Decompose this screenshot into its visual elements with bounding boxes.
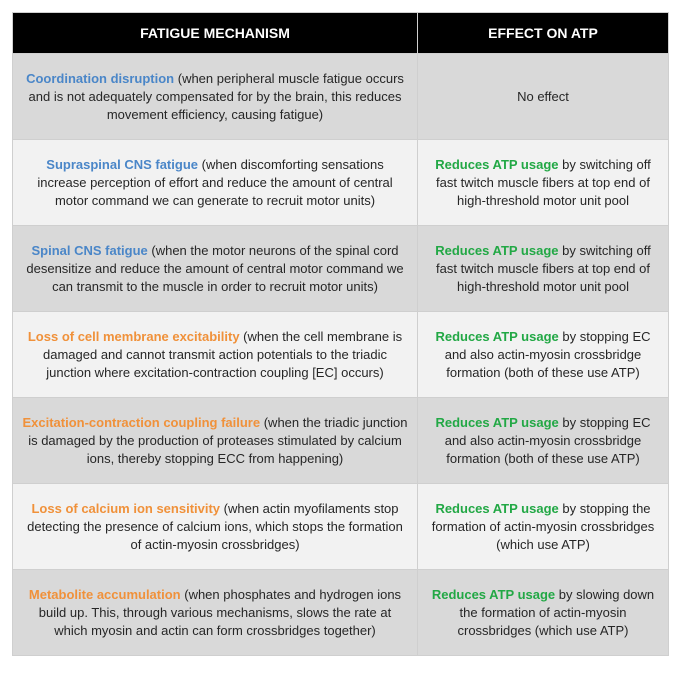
mechanism-cell	[13, 398, 418, 484]
table-row	[13, 226, 669, 312]
mechanism-description: (when phosphates and hydrogen ions build up. This, through various mechanisms, slows the rate at which myosin and actin can form crossbridges together)	[38, 586, 402, 638]
effect-description: by stopping EC and also actin-myosin crossbridge formation (both of these use ATP)	[444, 414, 651, 466]
mechanism-cell	[13, 140, 418, 226]
mechanism-cell	[13, 570, 418, 656]
table-row	[13, 312, 669, 398]
effect-description: by stopping EC and also actin-myosin crossbridge formation (both of these use ATP)	[444, 328, 651, 380]
effect-description: by stopping the formation of actin-myosin crossbridges (which use ATP)	[431, 500, 655, 552]
effect-cell	[418, 226, 669, 312]
mechanism-title: Metabolite accumulation	[28, 586, 181, 602]
mechanism-title: Spinal CNS fatigue	[31, 242, 148, 258]
mechanism-title: Coordination disruption	[26, 70, 175, 86]
mechanism-description: (when actin myofilaments stop detecting the presence of calcium ions, which stops the formation of actin-myosin crossbridges)	[27, 500, 403, 552]
effect-description: No effect	[517, 88, 569, 104]
table-row	[13, 570, 669, 656]
effect-cell	[418, 312, 669, 398]
mechanism-title: Loss of cell membrane excitability	[27, 328, 240, 344]
effect-cell	[418, 570, 669, 656]
table-row	[13, 484, 669, 570]
mechanism-description: (when discomforting sensations increase perception of effort and reduce the amount of central motor command we can generate to recruit motor units)	[37, 156, 393, 208]
effect-title: Reduces ATP usage	[431, 586, 556, 602]
mechanism-title: Excitation-contraction coupling failure	[22, 414, 261, 430]
effect-description: by slowing down the formation of actin-myosin crossbridges (which use ATP)	[457, 586, 655, 638]
effect-cell	[418, 54, 669, 140]
table-body	[13, 54, 669, 656]
mechanism-description: (when the triadic junction is damaged by the production of proteases stimulated by calcium ions, thereby stopping ECC from happening)	[28, 414, 408, 466]
effect-description: by switching off fast twitch muscle fibers at top end of high-threshold motor unit pool	[436, 156, 651, 208]
header-row	[13, 13, 669, 54]
effect-description: by switching off fast twitch muscle fibers at top end of high-threshold motor unit pool	[436, 242, 651, 294]
table-header	[13, 13, 669, 54]
effect-cell	[418, 140, 669, 226]
table-row	[13, 54, 669, 140]
effect-cell	[418, 398, 669, 484]
header-fatigue-mechanism: FATIGUE MECHANISM	[13, 13, 418, 54]
mechanism-cell	[13, 312, 418, 398]
effect-cell	[418, 484, 669, 570]
effect-title: Reduces ATP usage	[435, 500, 559, 516]
mechanism-description: (when peripheral muscle fatigue occurs and is not adequately compensated for by the brain, this reduces movement efficiency, causing fatigue)	[28, 70, 404, 122]
mechanism-cell	[13, 54, 418, 140]
header-effect-on-atp: EFFECT ON ATP	[418, 13, 669, 54]
table-row	[13, 140, 669, 226]
fatigue-mechanism-table	[12, 12, 669, 656]
mechanism-cell	[13, 226, 418, 312]
effect-title: Reduces ATP usage	[435, 156, 559, 172]
mechanism-description: (when the motor neurons of the spinal cord desensitize and reduce the amount of central motor command we can transmit to the muscle in order to recruit motor units)	[26, 242, 404, 294]
mechanism-title: Loss of calcium ion sensitivity	[31, 500, 221, 516]
table-row	[13, 398, 669, 484]
fatigue-table-container	[12, 12, 668, 656]
mechanism-cell	[13, 484, 418, 570]
mechanism-description: (when the cell membrane is damaged and cannot transmit action potentials to the triadic junction where excitation-contraction coupling [EC] occurs)	[43, 328, 403, 380]
effect-title: Reduces ATP usage	[435, 328, 559, 344]
effect-title: Reduces ATP usage	[435, 414, 559, 430]
mechanism-title: Supraspinal CNS fatigue	[46, 156, 198, 172]
effect-title: Reduces ATP usage	[435, 242, 559, 258]
